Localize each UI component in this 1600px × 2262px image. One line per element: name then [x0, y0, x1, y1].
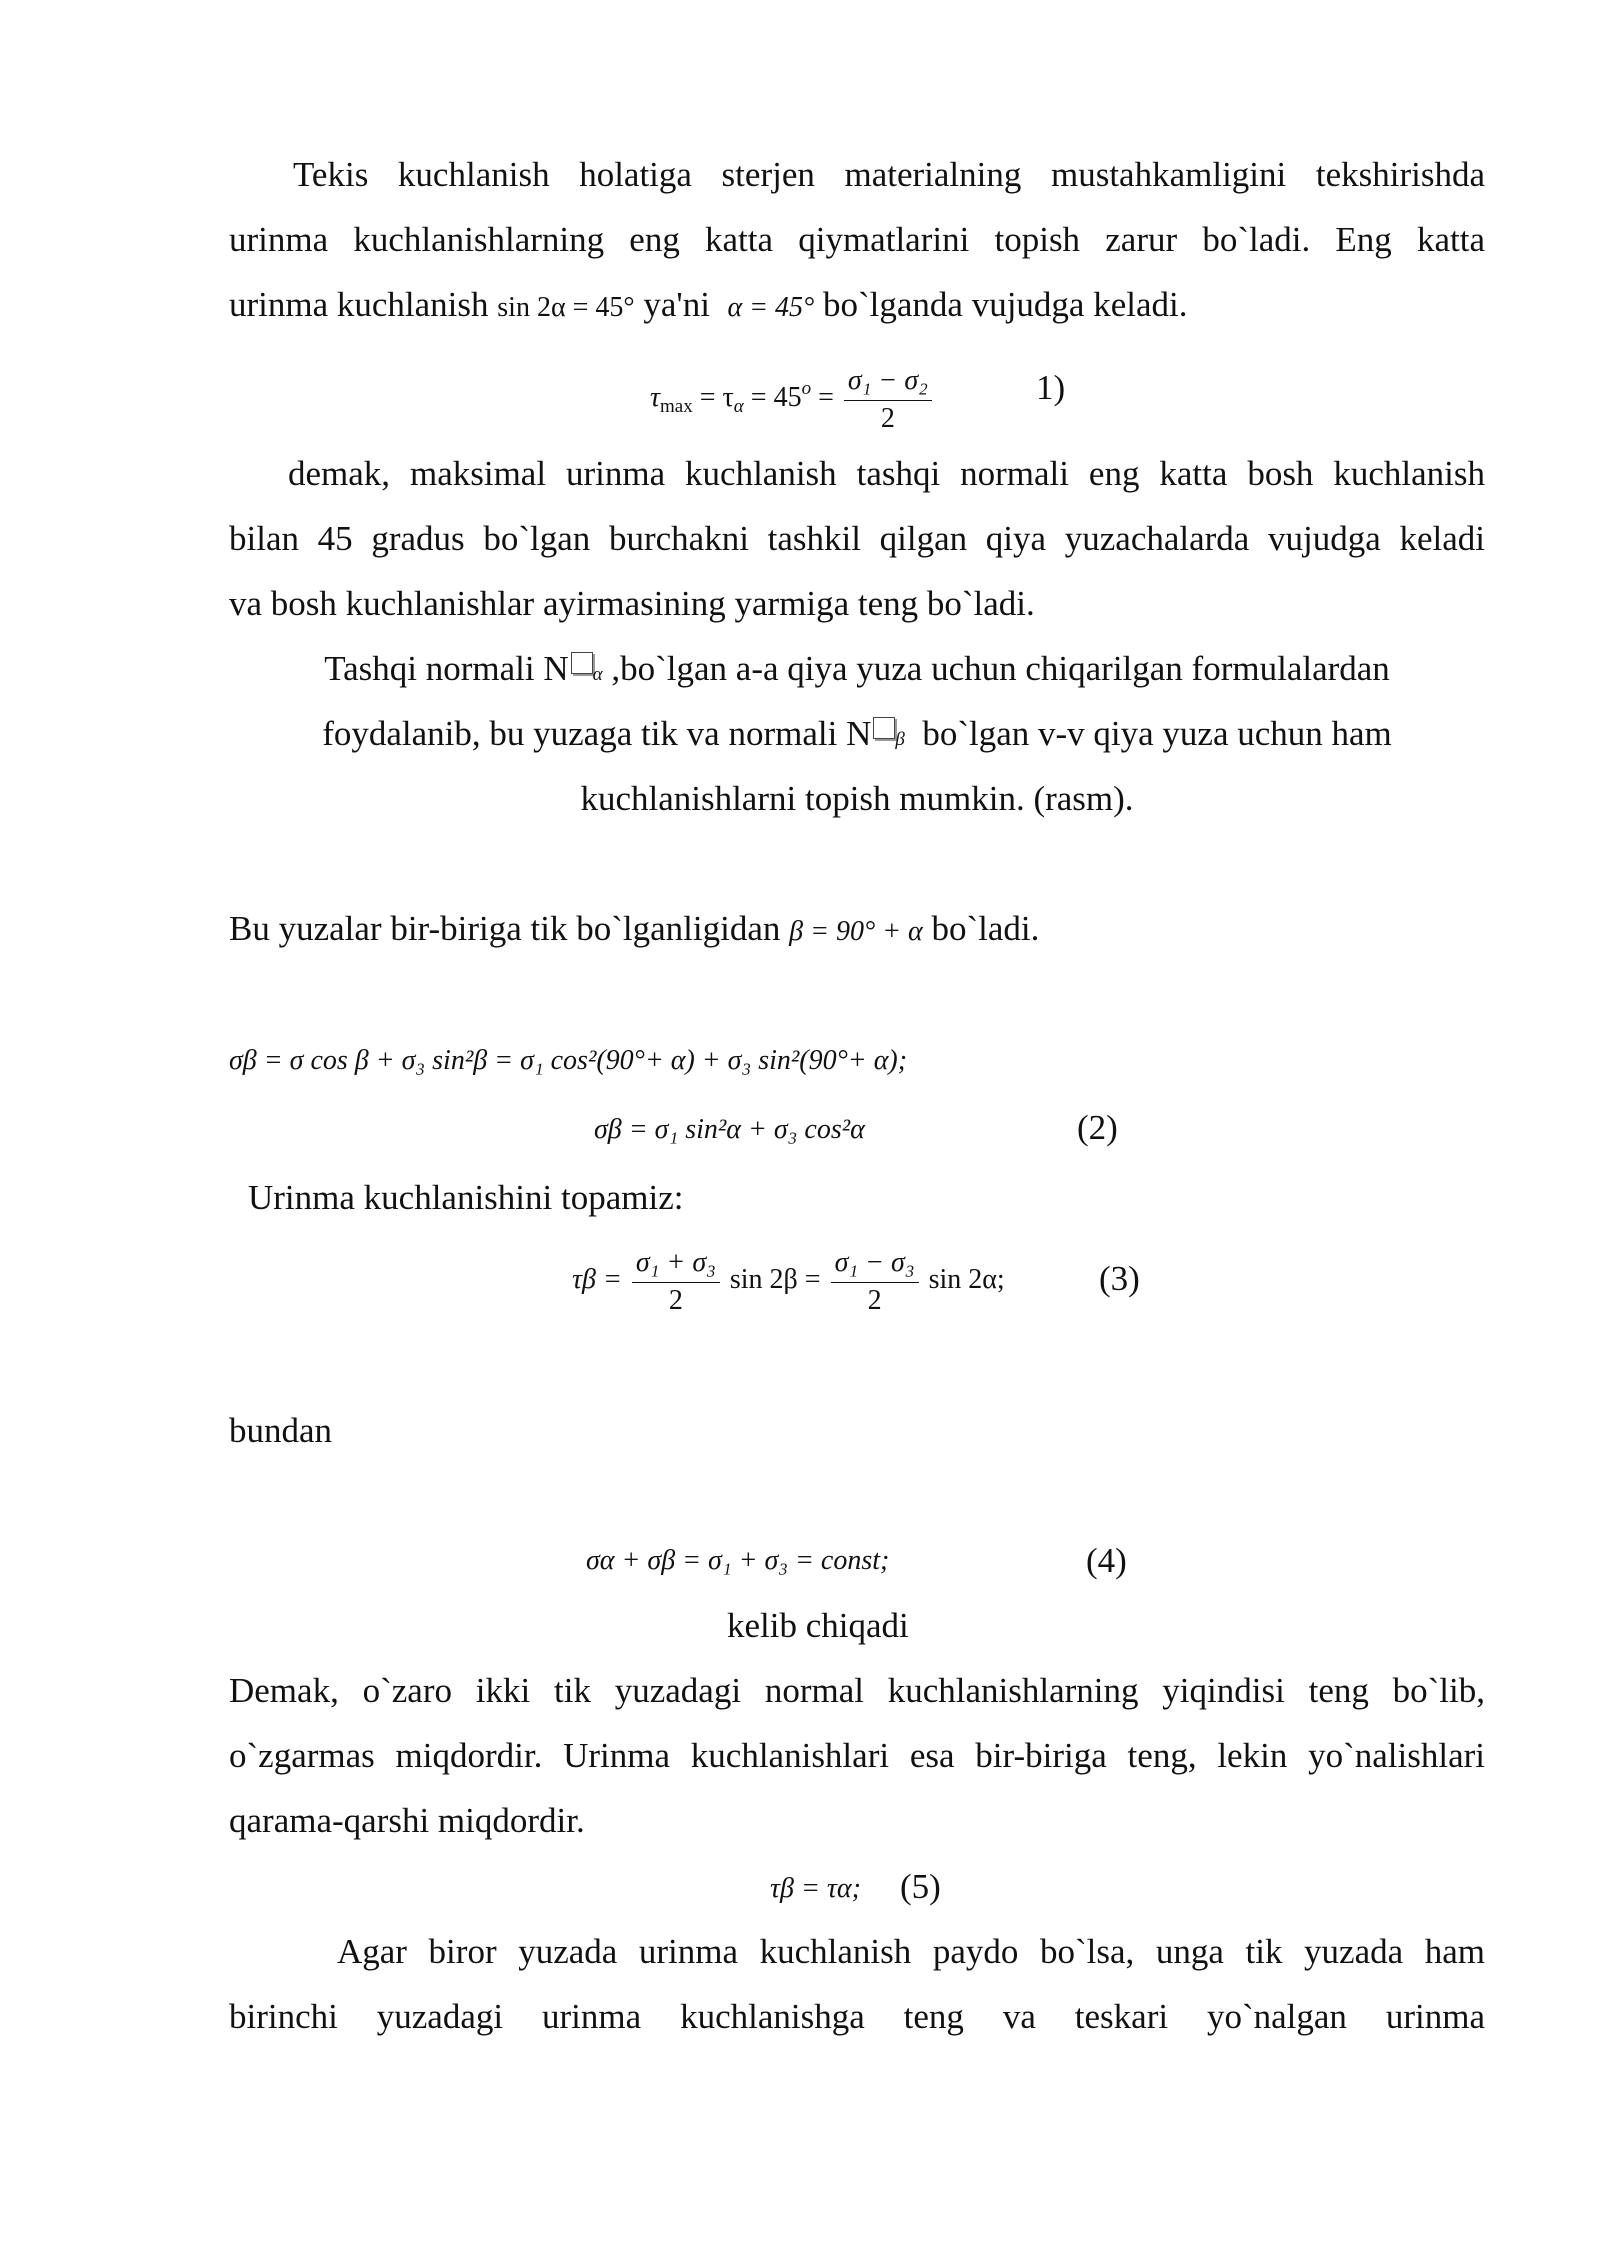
- eq1-numerator: σ₁ − σ₂: [844, 364, 932, 401]
- equation-4: σα + σβ = σ₁ + σ₃ = const;: [586, 1545, 890, 1576]
- para3-sub-alpha: α: [592, 664, 603, 685]
- eq3-den1: 2: [668, 1285, 683, 1317]
- eq3-fraction-1: [632, 1246, 720, 1317]
- eq1-alpha-sub: α: [733, 396, 744, 417]
- para1-line3-text-c: bo`lganda vujudga keladi.: [823, 285, 1188, 324]
- eq1-equals: =: [818, 382, 834, 413]
- eq3-num2: σ₁ − σ₃: [831, 1246, 919, 1283]
- eq1-denominator: 2: [880, 403, 895, 435]
- eq3-lhs: τβ =: [572, 1264, 622, 1295]
- eq1-label: 1): [1036, 368, 1066, 407]
- equation-3: [572, 1240, 1005, 1320]
- para3-line1: [229, 649, 1485, 695]
- para3-line3: kuchlanishlarni topish mumkin. (rasm).: [580, 779, 1134, 818]
- para3-line2: [229, 714, 1485, 760]
- para3-line1-a: Tashqi normali N: [324, 649, 569, 688]
- eq3-mid: sin 2β =: [729, 1264, 821, 1295]
- para1-line3-text-b: ya'ni: [643, 285, 710, 324]
- para2-line1: demak, maksimal urinma kuchlanish tashqi normali eng katta bosh kuchlanish: [288, 454, 1485, 493]
- equation-5: τβ = τα;: [770, 1873, 861, 1904]
- para8-line2: o`zgarmas miqdordir. Urinma kuchlanishlari esa bir-biriga teng, lekin yo`nalishlari: [229, 1736, 1485, 1775]
- para1-line1: Tekis kuchlanish holatiga sterjen materialning mustahkamligini tekshirishda: [293, 155, 1485, 194]
- missing-glyph-icon: [571, 652, 593, 674]
- para3-line2-b: bo`lgan v-v qiya yuza uchun ham: [922, 714, 1392, 753]
- eq5-label: (5): [900, 1867, 941, 1906]
- para6: bundan: [229, 1411, 333, 1450]
- para4: [229, 909, 1039, 952]
- eq3-num1: σ₁ + σ₃: [632, 1246, 720, 1283]
- math-sin2alpha: sin 2α = 45°: [497, 292, 635, 323]
- para2-line2: bilan 45 gradus bo`lgan burchakni tashkil qilgan qiya yuzachalarda vujudga keladi: [229, 519, 1485, 558]
- eq2-label: (2): [1077, 1108, 1118, 1147]
- para9-line1: Agar biror yuzada urinma kuchlanish paydo bo`lsa, unga tik yuzada ham: [337, 1932, 1485, 1971]
- para8-line3: qarama-qarshi miqdordir.: [229, 1801, 585, 1840]
- para1-line2: urinma kuchlanishlarning eng katta qiymatlarini topish zarur bo`ladi. Eng katta: [229, 220, 1485, 259]
- equation-2: σβ = σ₁ sin²α + σ₃ cos²α: [594, 1114, 865, 1145]
- eq1-tau-alpha: = τ: [699, 382, 734, 413]
- eq1-fraction: [844, 364, 932, 435]
- eq4-label: (4): [1086, 1541, 1127, 1580]
- para3-line1-b: ,bo`lgan a-a qiya yuza uchun chiqarilgan formulalardan: [611, 649, 1390, 688]
- eq1-45: = 45: [750, 382, 802, 413]
- para4-text-a: Bu yuzalar bir-biriga tik bo`lganligidan: [229, 909, 781, 948]
- para8-line1: Demak, o`zaro ikki tik yuzadagi normal kuchlanishlarning yiqindisi teng bo`lib,: [229, 1671, 1485, 1710]
- eq1-max-sub: max: [660, 396, 693, 417]
- para4-text-b: bo`ladi.: [931, 909, 1040, 948]
- para1-line3: [229, 285, 1187, 328]
- eq3-den2: 2: [867, 1285, 882, 1317]
- para3-sub-beta: β: [895, 729, 905, 750]
- math-beta-90-alpha: β = 90° + α: [789, 916, 923, 947]
- para3-line2-a: foydalanib, bu yuzaga tik va normali N: [322, 714, 872, 753]
- missing-glyph-icon: [873, 717, 895, 739]
- para7: kelib chiqadi: [727, 1606, 909, 1645]
- math-alpha45: α = 45°: [727, 292, 815, 323]
- equation-1: [650, 350, 935, 446]
- eq3-fraction-2: [831, 1246, 919, 1317]
- eq1-tau: τ: [650, 382, 661, 413]
- para1-line3-text-a: urinma kuchlanish: [229, 285, 489, 324]
- para9-line2: birinchi yuzadagi urinma kuchlanishga teng va teskari yo`nalgan urinma: [229, 1997, 1485, 2036]
- eq1-deg: o: [801, 378, 812, 399]
- eq3-tail: sin 2α;: [928, 1264, 1005, 1295]
- eq3-label: (3): [1099, 1259, 1140, 1298]
- para2-line3: va bosh kuchlanishlar ayirmasining yarmiga teng bo`ladi.: [229, 584, 1035, 623]
- para5: Urinma kuchlanishini topamiz:: [248, 1178, 684, 1217]
- equation-2a: σβ = σ cos β + σ₃ sin²β = σ₁ cos²(90°+ α) + σ₃ sin²(90°+ α);: [229, 1045, 908, 1076]
